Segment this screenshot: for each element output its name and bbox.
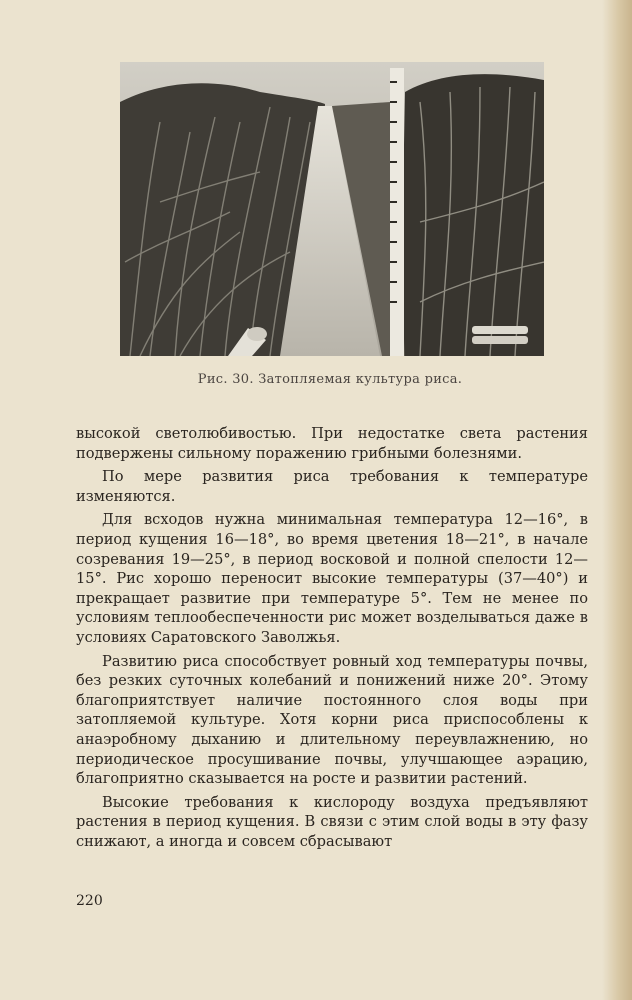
- rice-field-photo: [120, 62, 544, 356]
- body-text: [76, 424, 588, 855]
- paragraph: Развитию риса способствует ровный ход температуры почвы, без резких суточных колебаний и понижений ниже 20°. Этому благоприятствует наличие постоянного слоя воды при затопляемой культуре. Хотя корни риса приспособлены к анаэробному дыханию и длительному переувлажнению, но периодическое просушивание почвы, улучшающее аэрацию, благоприятно сказывается на росте и развитии растений.: [76, 652, 588, 788]
- page-edge-shadow: [602, 0, 632, 1000]
- paragraph: Для всходов нужна минимальная температура 12—16°, в период кущения 16—18°, во время цветения 18—21°, в начале созревания 19—25°, в период восковой и полной спелости 12—15°. Рис хорошо переносит высокие температуры (37—40°) и прекращает развитие при температуре 5°. Тем не менее по условиям теплообеспеченности рис может возделываться даже в условиях Саратовского Заволжья.: [76, 511, 588, 646]
- paragraph: По мере развития риса требования к температуре изменяются.: [76, 468, 588, 505]
- page-number: 220: [76, 893, 103, 909]
- paragraph: Высокие требования к кислороду воздуха предъявляют растения в период кущения. В связи с этим слой воды в эту фазу снижают, а иногда и совсем сбрасывают: [76, 793, 588, 850]
- paragraph: высокой светолюбивостью. При недостатке света растения подвержены сильному поражению грибными болезнями.: [76, 425, 588, 462]
- figure-caption: Рис. 30. Затопляемая культура риса.: [197, 372, 463, 387]
